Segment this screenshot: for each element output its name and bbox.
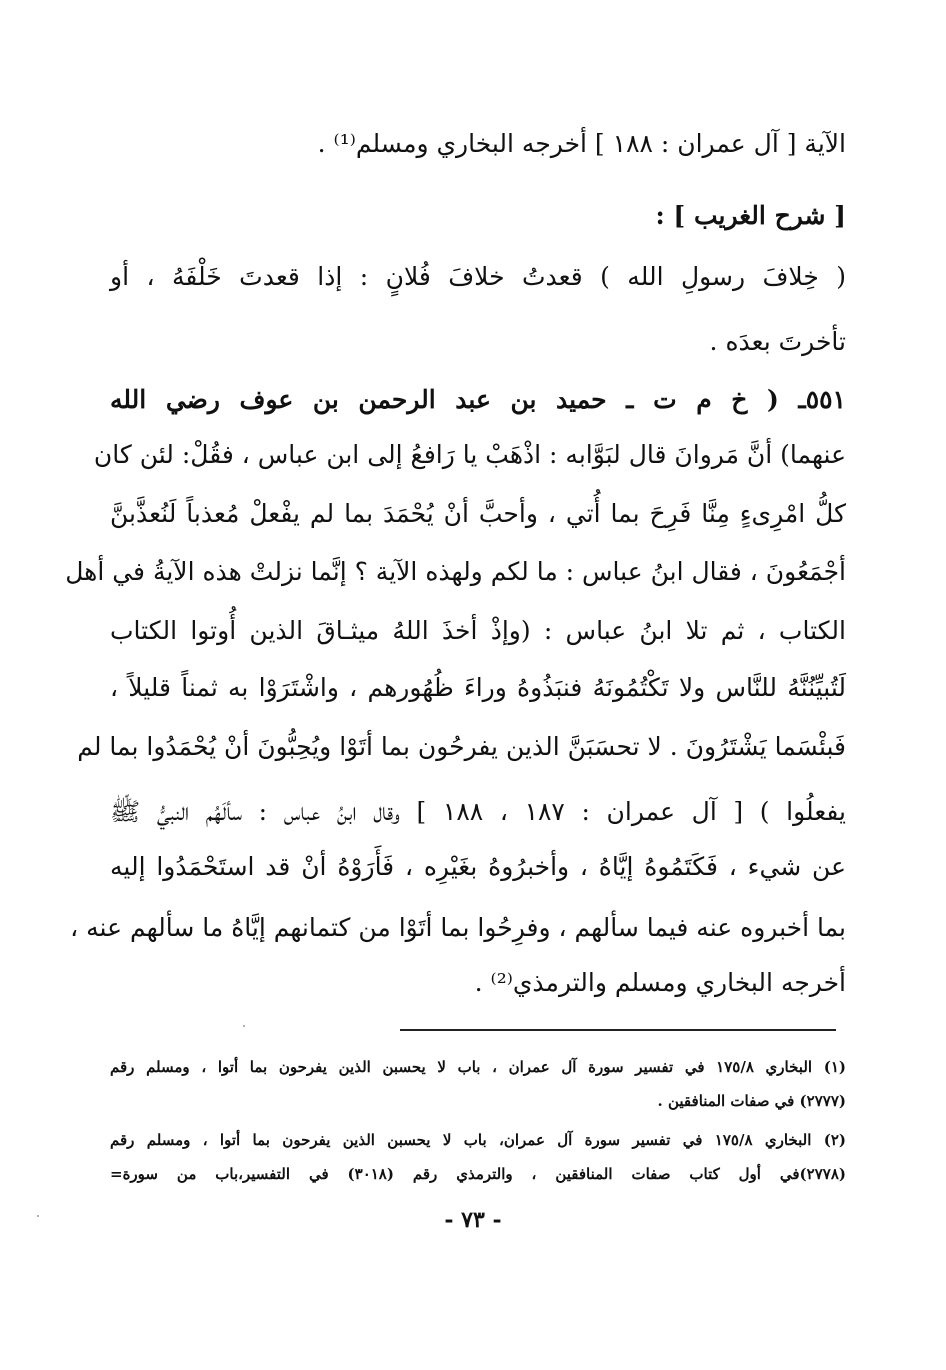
- scan-speck: [37, 1215, 39, 1217]
- text-line-8: أجْمَعُونَ ، فقال ابنُ عباس : ما لكم ولهذه الآية ؟ إنَّما نزلتْ هذه الآيةُ في أهل: [65, 557, 846, 586]
- footnote-1-line-1: (١) البخاري ١٧٥/٨ في تفسير سورة آل عمران ، باب لا يحسبن الذين يفرحون بما أتوا ، ومسلم رقم: [110, 1058, 847, 1076]
- section-heading-gharib: [ شرح الغريب ] :: [655, 201, 846, 230]
- page-number: - ٧٣ -: [444, 1207, 502, 1233]
- footnote-2-line-1: (٢) البخاري ١٧٥/٨ في تفسير سورة آل عمران، باب لا يحسبن الذين يفرحون بما أتوا ، ومسلم رقم: [110, 1131, 846, 1149]
- text-line-7: كلُّ امْرِىءٍ مِنَّا فَرِحَ بما أُتي ، وأحبَّ أنْ يُحْمَدَ بما لم يفْعلْ مُعذباً لَنُعذَّبنَّ: [110, 499, 846, 528]
- hadith-heading-551: ٥٥١ـ ( خ م ت ـ حميد بن عبد الرحمن بن عوف رضي الله: [110, 385, 846, 414]
- scan-speck: [243, 1025, 245, 1027]
- text-line-9: الكتاب ، ثم تلا ابنُ عباس : (وإذْ أخذَ اللهُ ميثـاقَ الذين أُوتوا الكتاب: [110, 616, 846, 645]
- text-line-4: تأخرتَ بعدَه .: [709, 327, 846, 356]
- text-line-11: فَبئْسَما يَشْتَرُونَ . لا تحسَبَنَّ الذين يفرحُون بما أتَوْا ويُحِبُّونَ أنْ يُحْمَدُوا بما لم: [77, 732, 846, 761]
- text-line-13: عن شيء ، فَكَتَمُوهُ إيَّاهُ ، وأخبرُوهُ بغَيْرِه ، فَأَرَوْهُ أنْ قد استَحْمَدُوا إليه: [110, 852, 846, 881]
- text-line-15: أخرجه البخاري ومسلم والترمذي⁽²⁾ .: [474, 968, 846, 997]
- text-line-1: الآية [ آل عمران : ١٨٨ ] أخرجه البخاري ومسلم⁽¹⁾ .: [317, 129, 846, 158]
- text-line-3: ( خِلافَ رسولِ الله ) قعدتُ خلافَ فُلانٍ : إذا قعدتَ خَلْفَهُ ، أو: [110, 262, 846, 291]
- footnote-divider: [400, 1029, 836, 1031]
- text-line-10: لَتُبيِّنُنَّهُ للنَّاس ولا تَكْتُمُونَهُ فنبَذُوهُ وراءَ ظُهُورهم ، واشْتَرَوْا به ثمناً قليلاً ،: [110, 673, 846, 702]
- footnote-2-line-2: (٢٧٧٨)في أول كتاب صفات المنافقين ، والترمذي رقم (٣٠١٨) في التفسير،باب من سورة=: [110, 1165, 847, 1183]
- text-line-14: بما أخبروه عنه فيما سألهم ، وفرِحُوا بما أتَوْا من كتمانهم إيَّاهُ ما سألهم عنه ،: [70, 913, 846, 942]
- text-line-12: يفعلُوا ) [ آل عمران : ١٨٧ ، ١٨٨ ] وقال ابنُ عباس : سألَهُم النبيُّ ﷺ: [110, 797, 846, 826]
- text-line-6: عنهما) أنَّ مَروانَ قال لبَوَّابه : اذْهَبْ يا رَافعُ إلى ابن عباس ، فقُلْ: لئن كان: [93, 440, 846, 469]
- footnote-1-line-2: (٢٧٧٧) في صفات المنافقين .: [657, 1092, 846, 1110]
